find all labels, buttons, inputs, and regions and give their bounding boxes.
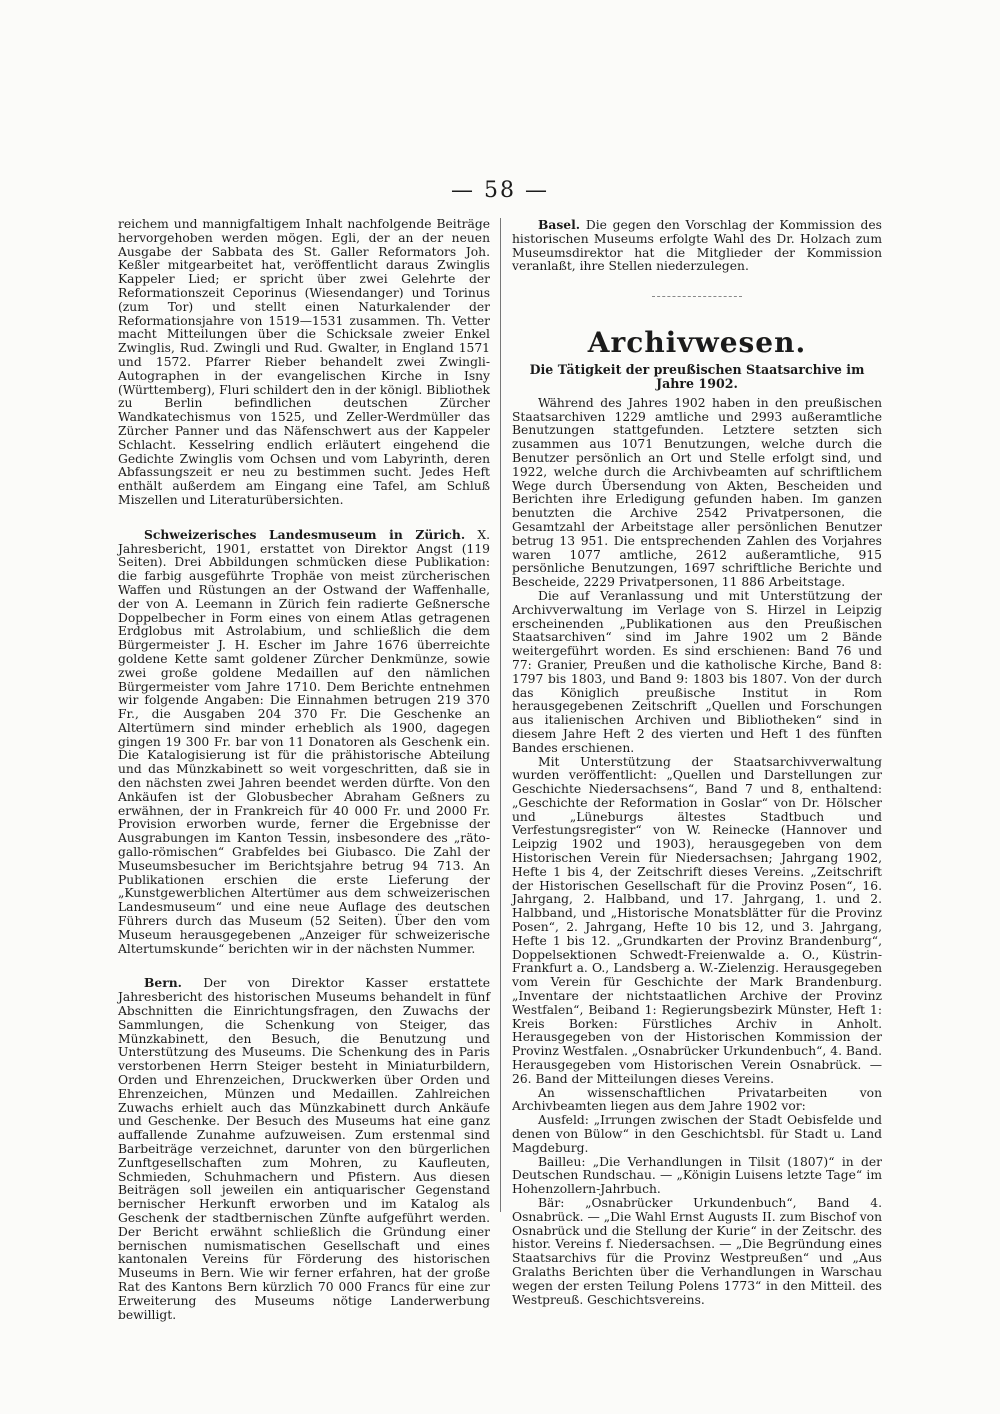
paragraph: Mit Unterstützung der Staatsarchivverwaltung wurden veröffentlicht: „Quellen und Darstellungen zur Geschichte Niedersachsens“, Band 7 und 8, enthaltend: „Geschichte der Reformation in Goslar“ von Dr. Hölscher und „Lüneburgs ältestes Stadtbuch und Verfestungsregister“ von W. Reinecke (Hannover und Leipzig 1902 und 1903), herausgegeben von dem Historischen Verein für Niedersachsen; Jahrgang 1902, Hefte 1 bis 4, der Zeitschrift dieses Vereins. „Zeitschrift der Historischen Gesellschaft für die Provinz Posen“, 16. Jahrgang, 2. Halbband, und 17. Jahrgang, 1. und 2. Halbband, und „Historische Monatsblätter für die Provinz Posen“, 2. Jahrgang, Hefte 10 bis 12, und 3. Jahrgang, Hefte 1 bis 12. „Grundkarten der Provinz Brandenburg“, Doppelsektionen Schwedt-Freienwalde a. O., Küstrin-Frankfurt a. O., Landsberg a. W.-Zielenzig. Herausgegeben vom Verein für Geschichte der Mark Brandenburg. „Inventare der nichtstaatlichen Archive der Provinz Westfalen“, Beiband 1: Regierungsbezirk Münster, Heft 1: Kreis Borken: Fürstliches Archiv in Anholt. Herausgegeben von der Historischen Kommission der Provinz Westfalen. „Osnabrücker Urkundenbuch“, 4. Band. Herausgegeben vom Historischen Verein Osnabrück. — 26. Band der Mitteilungen dieses Vereins. (512, 754, 882, 1086)
paragraph: reichem und mannigfaltigem Inhalt nachfolgende Beiträge hervorgehoben werden mögen. Egli, der an der neuen Ausgabe der Sabbata des St. Galler Reformators Joh. Keßler mitgearbeitet hat, veröffentlicht daraus Zwinglis Kappeler Lied; er spricht über zwei Gelehrte der Reformationszeit Ceporinus (Wiesendanger) und Torinus (zum Tor) und stellt einen Naturkalender der Reformationsjahre von 1519—1531 zusammen. Th. Vetter macht Mitteilungen über die Schicksale zweier Enkel Zwinglis, Rud. Zwingli und Rud. Gwalter, in England 1571 und 1572. Pfarrer Rieber behandelt zwei Zwingli-Autographen in der evangelischen Kirche in Isny (Württemberg), Fluri schildert den in der königl. Bibliothek zu Berlin befindlichen deutschen Zürcher Wandkatechismus von 1525, und Zeller-Werdmüller das Zürcher Panner und das Näfenschwert aus der Kappeler Schlacht. Kesselring endlich erläutert eingehend die Gedichte Zwinglis vom Ochsen und vom Labyrinth, deren Abfassungszeit er neu zu bestimmen sucht. Jedes Heft enthält außerdem am Eingang eine Tafel, am Schluß Miszellen und Literaturübersichten. (118, 217, 490, 507)
section-title: Archivwesen. (587, 326, 807, 360)
paragraph: Die auf Veranlassung und mit Unterstützung der Archivverwaltung im Verlage von S. Hirzel in Leipzig erscheinenden „Publikationen aus den Preußischen Staatsarchiven“ sind im Jahre 1902 um 2 Bände weitergeführt worden. Es sind erschienen: Band 76 und 77: Granier, Preußen und die katholische Kirche, Band 8: 1797 bis 1803, und Band 9: 1803 bis 1807. Von der durch das Königlich preußische Institut in Rom herausgegebenen Zeitschrift „Quellen und Forschungen aus italienischen Archiven und Bibliotheken“ sind in diesem Jahre Heft 2 des vierten und Heft 1 des fünften Bandes erschienen. (512, 588, 882, 755)
article-subtitle: Die Tätigkeit der preußischen Staatsarchive im Jahre 1902. (529, 362, 865, 391)
paragraph: Bailleu: „Die Verhandlungen in Tilsit (1807)“ in der Deutschen Rundschau. — „Königin Luisens letzte Tage“ im Hohenzollern-Jahrbuch. (512, 1154, 882, 1197)
paragraph-bern (118, 976, 490, 1322)
paragraph-lead: Basel. (538, 217, 581, 232)
paragraph-landesmuseum (118, 528, 490, 957)
paragraph: Ausfeld: „Irrungen zwischen der Stadt Oebisfelde und denen von Bülow“ in den Geschichtsbl. für Stadt u. Land Magdeburg. (512, 1113, 882, 1155)
paragraph: An wissenschaftlichen Privatarbeiten von Archivbeamten liegen aus dem Jahre 1902 vor: (512, 1085, 882, 1114)
section-separator (652, 296, 742, 297)
column-divider (500, 218, 501, 1212)
left-column (118, 218, 490, 1322)
page-number: — 58 — (451, 178, 549, 203)
paragraph: Bär: „Osnabrücker Urkundenbuch“, Band 4. Osnabrück. — „Die Wahl Ernst Augusts II. zum Bischof von Osnabrück und die Stellung der Kurie“ in der Zeitschr. des histor. Vereins f. Niedersachsen. — „Die Begründung eines Staatsarchivs für die Provinz Westpreußen“ und „Aus Gralaths Berichten über die Verhandlungen in Warschau wegen der ersten Teilung Polens 1773“ in den Mitteil. des Westpreuß. Geschichtsvereins. (512, 1196, 882, 1307)
paragraph-lead: Bern. (144, 975, 182, 991)
paragraph-body: Die gegen den Vorschlag der Kommission des historischen Museums erfolgte Wahl des Dr. Holzach zum Museumsdirektor hat die Mitglieder der Kommission veranlaßt, ihre Stellen niederzulegen. (512, 218, 882, 274)
paragraph-lead: Schweizerisches Landesmuseum in Zürich. (144, 526, 466, 542)
paragraph-body: Der von Direktor Kasser erstattete Jahresbericht des historischen Museums behandelt in fünf Abschnitten die Einrichtungsfragen, den Zuwachs der Sammlungen, die Schenkung von Steiger, das Münzkabinett, den Besuch, die Benutzung und Unterstützung des Museums. Die Schenkung des in Paris verstorbenen Herrn Steiger besteht in Miniaturbildern, Orden und Ehrenzeichen, Druckwerken über Orden und Ehrenzeichen, Münzen und Medaillen. Zahlreichen Zuwachs erhielt auch das Münzkabinett durch Ankäufe und Geschenke. Der Besuch des Museums hat eine ganz auffallende Zunahme aufzuweisen. Zum erstenmal sind Barbeiträge verzeichnet, darunter von den bürgerlichen Zunftgesellschaften zum Mohren, zu Kaufleuten, Schmieden, Schuhmachern und Pfistern. Aus diesen Beiträgen soll jeweilen ein antiquarischer Gegenstand bernischer Herkunft erworben und im Katalog als Geschenk der stadtbernischen Zünfte aufgeführt werden. Der Bericht erwähnt schließlich die Gründung einer bernischen numismatischen Gesellschaft und eines kantonalen Vereins für Förderung des historischen Museums in Bern. Wie wir ferner erfahren, hat der große Rat des Kantons Bern kürzlich 70 000 Francs für eine zur Erweiterung des Museums nötige Landerwerbung bewilligt. (118, 976, 490, 1322)
paragraph: Während des Jahres 1902 haben in den preußischen Staatsarchiven 1229 amtliche und 2993 außeramtliche Benutzungen stattgefunden. Letztere setzten sich zusammen aus 1071 Benutzungen, welche durch die Benutzer persönlich an Ort und Stelle erfolgt sind, und 1922, welche durch die Archivbeamten auf schriftlichem Wege durch Übersendung von Akten, Bescheiden und Berichten ihre Erledigung gefunden haben. Im ganzen benutzten die Archive 2542 Privatpersonen, die Gesamtzahl der Arbeitstage aller persönlichen Benutzer betrug 13 951. Die entsprechenden Zahlen des Vorjahres waren 1077 amtliche, 2612 außeramtliche, 915 persönliche Benutzungen, 1697 schriftliche Berichte und Bescheide, 2229 Privatpersonen, 11 886 Arbeitstage. (512, 395, 882, 590)
paragraph-basel (512, 218, 882, 274)
right-column (512, 218, 882, 1307)
paragraph-body: X. Jahresbericht, 1901, erstattet von Direktor Angst (119 Seiten). Drei Abbildungen schmücken diese Publikation: die farbig ausgeführte Trophäe von meist zürcherischen Waffen und Rüstungen an der Ostwand der Waffenhalle, der von A. Leemann in Zürich fein radierte Geßnersche Doppelbecher in Form eines von einem Atlas getragenen Erdglobus mit Astrolabium, und schließlich die dem Bürgermeister J. H. Escher im Jahre 1676 überreichte goldene Kette samt goldener Zürcher Denkmünze, sowie zwei große goldene Medaillen auf den nämlichen Bürgermeister vom Jahre 1710. Dem Berichte entnehmen wir folgende Angaben: Die Einnahmen betrugen 219 370 Fr., die Ausgaben 204 370 Fr. Die Geschenke an Altertümern sind minder erheblich als 1900, dagegen gingen 19 300 Fr. bar von 11 Donatoren als Geschenk ein. Die Katalogisierung ist für die prähistorische Abteilung und das Münzkabinett so weit vorgeschritten, daß sie in den nächsten zwei Jahren beendet werden dürfte. Von den Ankäufen ist der Globusbecher Abraham Geßners zu erwähnen, der in Frankreich für 40 000 Fr. und 2000 Fr. Provision erworben wurde, ferner die Ergebnisse der Ausgrabungen im Kanton Tessin, insbesondere des „räto-gallo-römischen“ Grabfeldes bei Giubasco. Die Zahl der Museumsbesucher im Berichtsjahre betrug 94 713. An Publikationen erschien die erste Lieferung der „Kunstgewerblichen Altertümer aus dem schweizerischen Landesmuseum“ und eine neue Auflage des deutschen Führers durch das Museum (52 Seiten). Über den vom Museum herausgegebenen „Anzeiger für schweizerische Altertumskunde“ berichten wir in der nächsten Nummer. (118, 527, 490, 956)
